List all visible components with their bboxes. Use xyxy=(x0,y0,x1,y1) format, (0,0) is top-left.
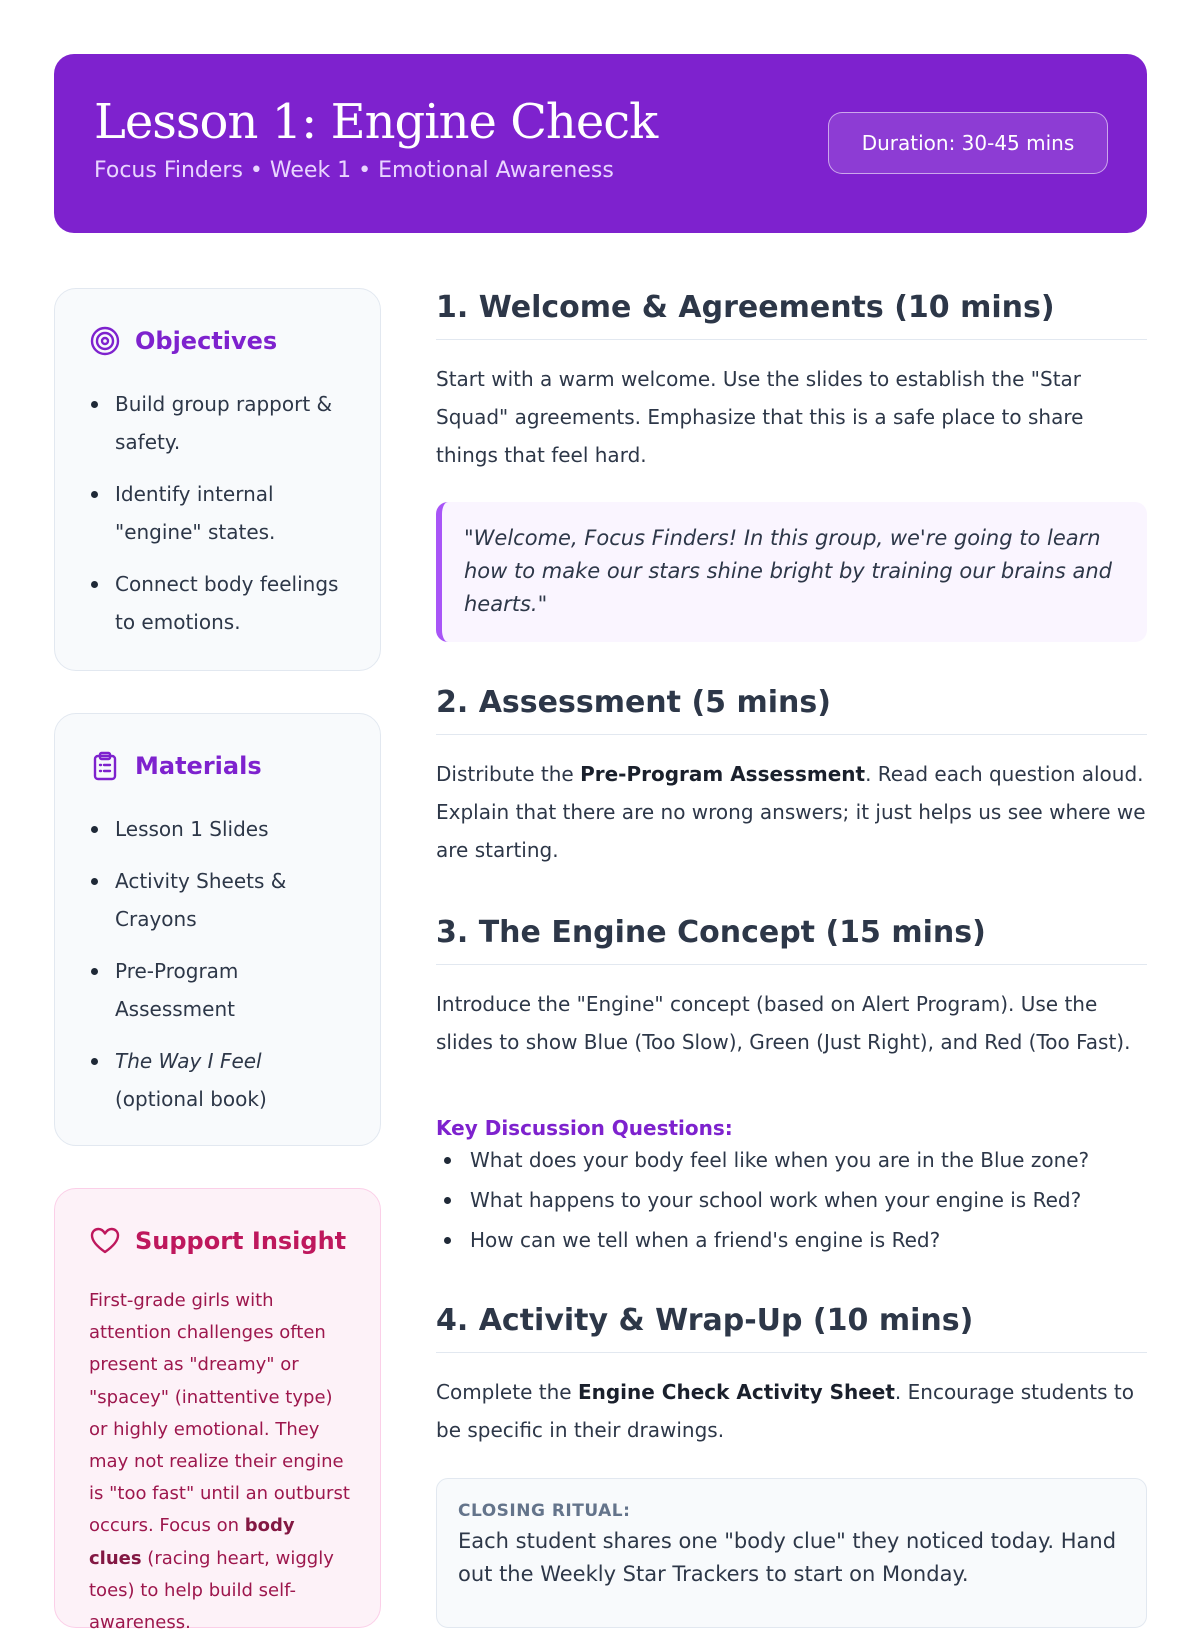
list-item: Identify internal "engine" states. xyxy=(89,475,354,551)
list-item: What does your body feel like when you are in the Blue zone? xyxy=(436,1140,1147,1180)
materials-title: Materials xyxy=(135,752,262,780)
section-text-activity: Complete the Engine Check Activity Sheet. Encourage students to be specific in their drawings. xyxy=(436,1380,1135,1442)
list-item xyxy=(89,1042,354,1118)
support-heading xyxy=(89,1225,346,1257)
discussion-questions-label: Key Discussion Questions: xyxy=(436,1116,733,1140)
closing-ritual-label: CLOSING RITUAL: xyxy=(458,1501,631,1521)
closing-ritual-box xyxy=(436,1478,1147,1628)
closing-ritual-text: Each student shares one "body clue" they noticed today. Hand out the Weekly Star Trackers to start on Monday. xyxy=(458,1529,1117,1586)
materials-heading xyxy=(89,750,262,782)
section-text-welcome: Start with a warm welcome. Use the slides to establish the "Star Squad" agreements. Emphasize that this is a safe place to share things that feel hard. xyxy=(436,367,1084,467)
section-heading-assessment: 2. Assessment (5 mins) xyxy=(436,685,1147,735)
section-text-engine: Introduce the "Engine" concept (based on Alert Program). Use the slides to show Blue (Too Slow), Green (Just Right), and Red (Too Fast). xyxy=(436,992,1131,1054)
materials-list xyxy=(89,810,354,1132)
list-item: Activity Sheets & Crayons xyxy=(89,862,354,938)
section-heading-engine: 3. The Engine Concept (15 mins) xyxy=(436,915,1147,965)
duration-badge: Duration: 30-45 mins xyxy=(828,112,1108,174)
list-item: What happens to your school work when your engine is Red? xyxy=(436,1180,1147,1220)
support-text: First-grade girls with attention challenges often present as "dreamy" or "spacey" (inattentive type) or highly emotional. They may not realize their engine is "too fast" until an outburst occurs. Focus on body clues (racing heart, wiggly toes) to help build self-awareness. xyxy=(89,1290,350,1634)
heart-icon xyxy=(89,1225,121,1257)
list-item: Lesson 1 Slides xyxy=(89,810,354,848)
section-heading-activity: 4. Activity & Wrap-Up (10 mins) xyxy=(436,1303,1147,1353)
welcome-quote: "Welcome, Focus Finders! In this group, we're going to learn how to make our stars shine bright by training our brains and hearts." xyxy=(436,502,1147,642)
list-item: Connect body feelings to emotions. xyxy=(89,565,354,641)
lesson-header xyxy=(54,54,1147,233)
objectives-list xyxy=(89,385,354,655)
clipboard-icon xyxy=(89,750,121,782)
section-text-assessment: Distribute the Pre-Program Assessment. Read each question aloud. Explain that there are no wrong answers; it just helps us see where we are starting. xyxy=(436,762,1146,862)
book-note: (optional book) xyxy=(115,1087,267,1111)
list-item: Pre-Program Assessment xyxy=(89,952,354,1028)
materials-card xyxy=(54,713,381,1146)
discussion-questions-list xyxy=(436,1140,1147,1260)
section-heading-welcome: 1. Welcome & Agreements (10 mins) xyxy=(436,290,1147,340)
page-title: Lesson 1: Engine Check xyxy=(94,94,658,150)
list-item: Build group rapport & safety. xyxy=(89,385,354,461)
support-title: Support Insight xyxy=(135,1227,347,1255)
list-item: How can we tell when a friend's engine is Red? xyxy=(436,1220,1147,1260)
target-icon xyxy=(89,325,121,357)
objectives-heading xyxy=(89,325,277,357)
objectives-card xyxy=(54,288,381,671)
objectives-title: Objectives xyxy=(135,327,278,355)
book-title: The Way I Feel xyxy=(115,1049,262,1073)
page-subtitle: Focus Finders • Week 1 • Emotional Awareness xyxy=(94,158,614,183)
support-insight-card xyxy=(54,1188,381,1634)
